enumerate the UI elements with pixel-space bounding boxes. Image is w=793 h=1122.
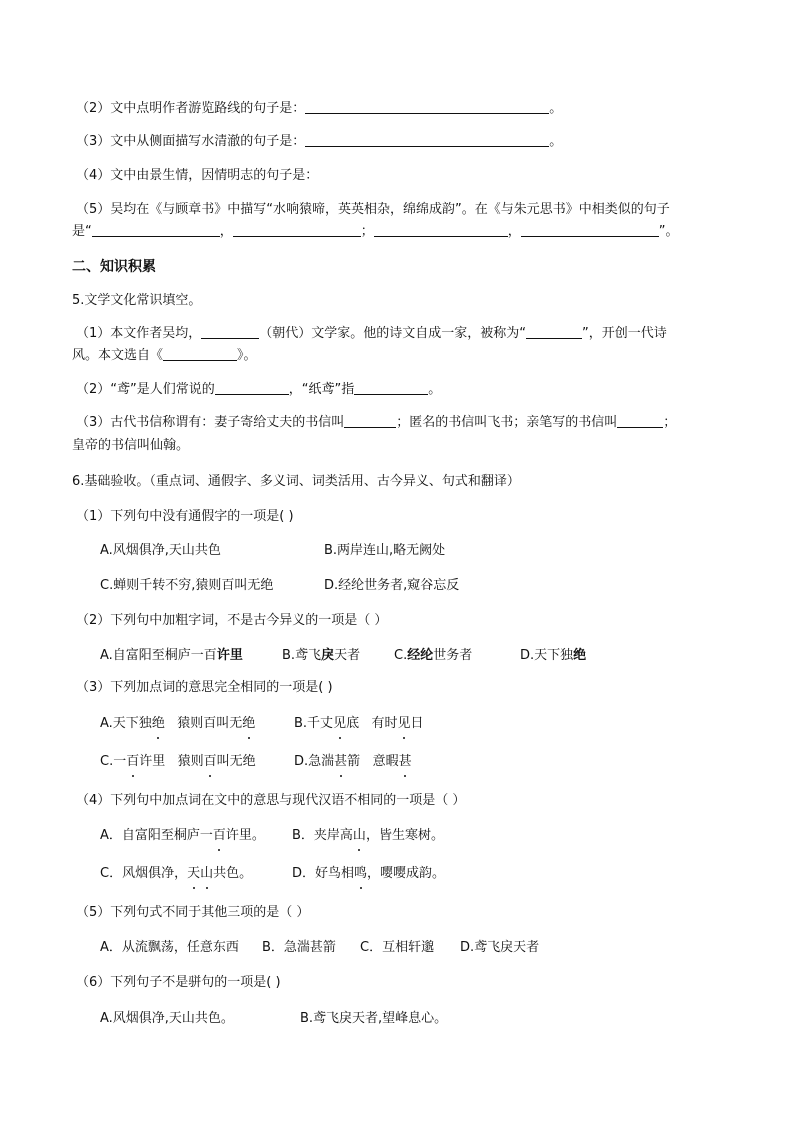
q5-title: 5.文学文化常识填空。 xyxy=(72,293,202,308)
q5-item-2 xyxy=(76,380,441,400)
q4-item-5-line1 xyxy=(76,200,670,220)
q5-item-3-line2: 皇帝的书信叫仙翰。 xyxy=(72,438,190,453)
bold-word: 绝 xyxy=(573,648,587,663)
q5-item-1-line2 xyxy=(72,346,257,366)
option-c[interactable]: C.蝉则千转不穷,猿则百叫无绝 xyxy=(100,578,274,593)
option-d-text-2: ，嘤嘤成韵。 xyxy=(367,866,446,881)
q6-item-1-stem: （1）下列句中没有通假字的一项是( ) xyxy=(76,509,294,524)
option-a-text: A.天下独 xyxy=(100,716,152,731)
option-c[interactable] xyxy=(100,752,294,772)
option-a[interactable]: A.风烟俱净,天山共色。 xyxy=(100,1011,234,1026)
q5-item-1-line2-end: 》。 xyxy=(237,348,257,363)
option-a-text: A.自富阳至桐庐一百 xyxy=(100,648,217,663)
q6-item-6-options xyxy=(100,1009,447,1029)
q4-item-2-text: （2）文中点明作者游览路线的句子是： xyxy=(76,101,306,116)
option-b-text: B．夹岸高 xyxy=(292,828,353,843)
q5-item-1-text-end: ”，开创一代诗 xyxy=(582,326,667,341)
q4-item-5-line2 xyxy=(72,222,679,242)
q5-item-3-line1 xyxy=(76,413,676,433)
option-a[interactable]: A.风烟俱净,天山共色 xyxy=(100,543,221,558)
dotted-word: 百 xyxy=(213,826,226,846)
option-c-text-end: 世务者 xyxy=(433,648,473,663)
answer-blank[interactable] xyxy=(354,380,428,395)
q6-item-3-options-row2 xyxy=(100,752,412,772)
answer-blank[interactable] xyxy=(92,222,220,237)
option-d-text: D.急湍 xyxy=(294,754,335,769)
option-d[interactable]: D.经纶世务者,窥谷忘反 xyxy=(324,578,460,593)
q4-item-3 xyxy=(76,132,562,152)
q6-item-2-stem: （2）下列句中加粗字词，不是古今异义的一项是（ ） xyxy=(76,613,388,628)
q6-item-2-options xyxy=(100,646,586,666)
dotted-word: 见 xyxy=(397,714,410,734)
answer-blank[interactable] xyxy=(526,324,582,339)
dotted-word: 鸣 xyxy=(354,864,367,884)
option-b[interactable]: B.两岸连山,略无阙处 xyxy=(324,543,446,558)
answer-blank[interactable] xyxy=(305,132,549,147)
dotted-word: 天 xyxy=(187,864,200,884)
dotted-word: 见 xyxy=(333,714,346,734)
q6-item-1-options-row2 xyxy=(100,576,459,596)
q6-title: 6.基础验收。（重点词、通假字、多义词、词类活用、古今异义、句式和翻译） xyxy=(72,474,520,489)
q6-item-4-options-row1 xyxy=(100,826,444,846)
dotted-word: 百 xyxy=(204,752,217,772)
option-d-text: D.天下独 xyxy=(520,648,574,663)
dotted-word: 绝 xyxy=(152,714,165,734)
option-c-text: C.一 xyxy=(100,754,127,769)
option-d-text: D．好鸟相 xyxy=(292,866,355,881)
option-a[interactable]: A．从流飘荡，任意东西 xyxy=(100,940,239,955)
answer-blank[interactable] xyxy=(233,222,361,237)
option-c-text-2: 共色。 xyxy=(213,866,253,881)
option-b-text-end: 天者 xyxy=(334,648,361,663)
q6-item-1-options-row1 xyxy=(100,541,445,561)
bold-word: 戾 xyxy=(321,648,335,663)
option-d-text-2: 箭 意暇 xyxy=(347,754,399,769)
option-c-text-2: 许里 猿则 xyxy=(139,754,204,769)
option-a[interactable] xyxy=(100,646,282,666)
answer-blank[interactable] xyxy=(305,99,549,114)
punct: ； xyxy=(360,224,374,239)
option-a-text-2: 猿则百叫无 xyxy=(164,716,243,731)
q6-item-5-options xyxy=(100,938,539,958)
q5-item-3-text: （3）古代书信称谓有：妻子寄给丈夫的书信叫 xyxy=(76,415,345,430)
q6-item-5-stem: （5）下列句式不同于其他三项的是（ ） xyxy=(76,905,310,920)
option-c[interactable] xyxy=(394,646,520,666)
q6-item-6-stem: （6）下列句子不是骈句的一项是( ) xyxy=(76,975,281,990)
answer-blank[interactable] xyxy=(344,413,396,428)
option-d[interactable]: D.鸢飞戾天者 xyxy=(460,940,540,955)
q6-item-4-options-row2 xyxy=(100,864,445,884)
q5-item-1-text-mid: （朝代）文学家。他的诗文自成一家，被称为“ xyxy=(259,326,527,341)
option-c-text: C. xyxy=(394,648,408,663)
q5-item-1-line1 xyxy=(76,324,667,344)
answer-blank[interactable] xyxy=(374,222,508,237)
answer-blank[interactable] xyxy=(163,346,237,361)
q4-item-3-text: （3）文中从侧面描写水清澈的句子是： xyxy=(76,134,306,149)
answer-blank[interactable] xyxy=(201,324,259,339)
option-c[interactable] xyxy=(100,864,292,884)
bold-word: 经纶 xyxy=(407,648,434,663)
punct: ， xyxy=(507,224,521,239)
q4-item-5-text: （5）吴均在《与顾章书》中描写“水响猿啼，英英相杂，绵绵成韵”。在《与朱元思书》中相类似的句子 xyxy=(76,202,670,217)
q4-item-5-open-quote: 是“ xyxy=(72,224,92,239)
option-b-text: B.千丈 xyxy=(294,716,334,731)
q6-item-3-options-row1 xyxy=(100,714,424,734)
option-a-text: A．自富阳至桐庐一 xyxy=(100,828,213,843)
dotted-word: 甚 xyxy=(334,752,347,772)
option-b[interactable]: B.鸢飞戾天者,望峰息心。 xyxy=(300,1011,448,1026)
q4-item-2-end: 。 xyxy=(549,101,563,116)
option-a[interactable] xyxy=(100,714,294,734)
option-b-text-2: ，皆生寒树。 xyxy=(365,828,444,843)
dotted-word: 百 xyxy=(126,752,139,772)
option-a-text-2: 许里。 xyxy=(225,828,265,843)
q5-item-2-text-mid: ，“纸鸢”指 xyxy=(288,382,355,397)
q5-item-1-line2-text: 风。本文选自《 xyxy=(72,348,164,363)
q5-item-3-end: ； xyxy=(663,415,677,430)
section-heading: 二、知识积累 xyxy=(72,259,156,275)
dotted-word: 山 xyxy=(353,826,366,846)
q5-item-1-text: （1）本文作者吴均， xyxy=(76,326,202,341)
bold-word: 许里 xyxy=(216,648,243,663)
option-b[interactable]: B．急湍甚箭 xyxy=(262,940,336,955)
q6-item-4-stem: （4）下列句中加点词在文中的意思与现代汉语不相同的一项是（ ） xyxy=(76,793,466,808)
option-c[interactable]: C．互相轩邈 xyxy=(360,940,435,955)
answer-blank[interactable] xyxy=(521,222,659,237)
answer-blank[interactable] xyxy=(215,380,289,395)
dotted-word: 甚 xyxy=(399,752,412,772)
q4-item-5-close-quote: ”。 xyxy=(658,224,679,239)
option-c-text: C．风烟俱净， xyxy=(100,866,188,881)
option-d[interactable] xyxy=(520,646,586,666)
q4-item-2 xyxy=(76,99,562,119)
option-a[interactable] xyxy=(100,826,292,846)
dotted-word: 山 xyxy=(200,864,213,884)
option-b-text-2: 底 有时 xyxy=(346,716,398,731)
q5-item-3-text-mid: ；匿名的书信叫飞书；亲笔写的书信叫 xyxy=(396,415,618,430)
option-d[interactable] xyxy=(292,864,445,884)
option-c-text-3: 叫无绝 xyxy=(216,754,256,769)
q4-item-3-end: 。 xyxy=(549,134,563,149)
punct: ， xyxy=(219,224,233,239)
answer-blank[interactable] xyxy=(617,413,663,428)
dotted-word: 绝 xyxy=(242,714,255,734)
option-b[interactable] xyxy=(282,646,394,666)
q6-item-3-stem: （3）下列加点词的意思完全相同的一项是( ) xyxy=(76,680,333,695)
q5-item-2-end: 。 xyxy=(428,382,442,397)
option-b-text: B.鸢飞 xyxy=(282,648,322,663)
option-d[interactable] xyxy=(294,752,412,772)
option-b-text-3: 日 xyxy=(410,716,424,731)
q4-item-4 xyxy=(76,166,318,186)
option-b[interactable] xyxy=(292,826,444,846)
q4-item-4-text: （4）文中由景生情，因情明志的句子是： xyxy=(76,168,319,183)
q5-item-2-text: （2）“鸢”是人们常说的 xyxy=(76,382,215,397)
option-b[interactable] xyxy=(294,714,424,734)
